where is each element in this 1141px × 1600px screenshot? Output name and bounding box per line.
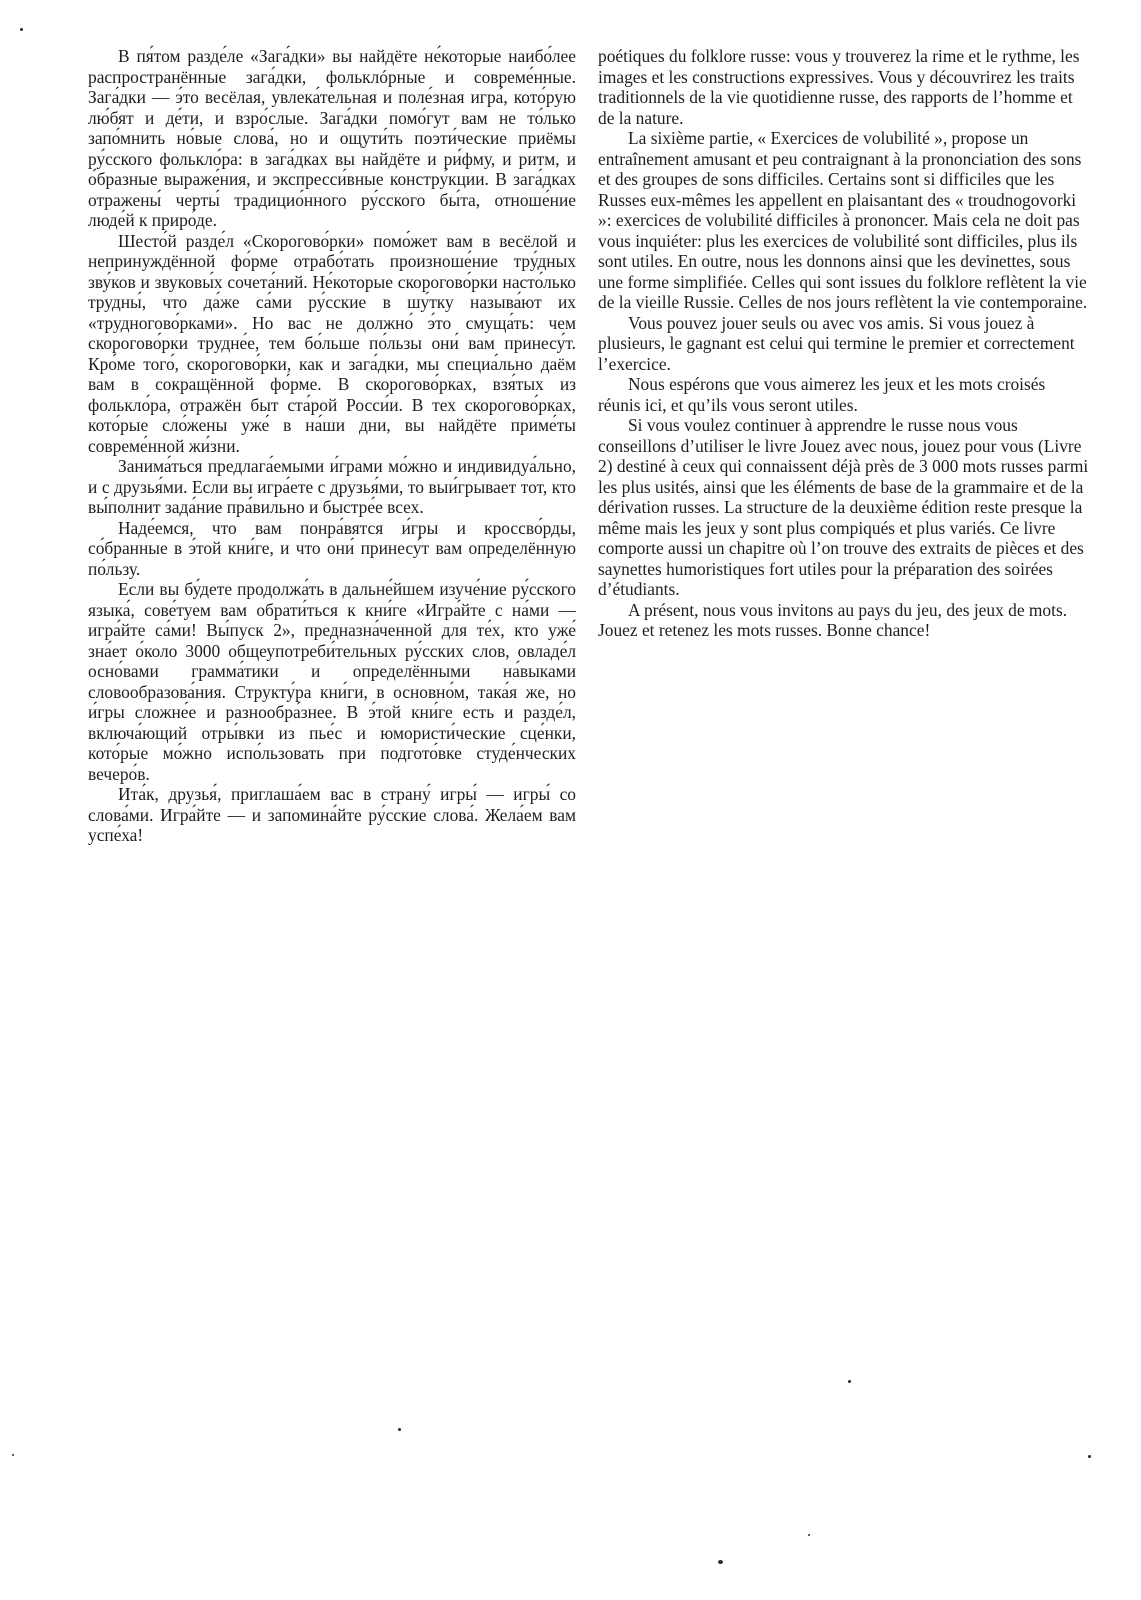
ru-paragraph-tongue-twisters: Шесто́й разде́л «Скорогово́рки» помо́жет вам в весёлой и непринуждённой фо́рме отрабо́тать произноше́ние тру́дных зву́ков и звуковы́х сочета́ний. Не́которые скорогово́рки насто́лько трудны́, что да́же са́ми ру́сские в шу́тку называ́ют их «трудногово́рками». Но вас не должно́ э́то смуща́ть: чем скорогово́рки трудне́е, тем бо́льше по́льзы они́ вам принесу́т. Кро́ме того́, скорогово́рки, как и зага́дки, мы специа́льно даём вам в сокращённой фо́рме. В скорогово́рках, взя́тых из фолькло́ра, отражён быт ста́рой Росси́и. В тех скорогово́рках, кото́рые сло́жены уже́ в на́ши дни, вы найдёте приме́ты совреме́нной жи́зни. <box>88 230 576 456</box>
scan-speck <box>12 1454 14 1456</box>
fr-paragraph-tongue-twisters: La sixième partie, « Exercices de volubilité », propose un entraînement amusant et peu contraignant à la prononciation des sons et des groupes de sons difficiles. Certains sont si difficiles que les Russes eux-mêmes les appellent en plaisantant des « troudnogovorki »: exercices de volubilité difficiles à prononcer. Mais cela ne doit pas vous inquiéter: plus les exercices de volubilité sont difficiles, plus ils sont utiles. En outre, nous les donnons ainsi que les devinettes, sous une forme simplifiée. Celles qui sont issues du folklore reflètent la vie de la vieille Russie. Celles de nos jours reflètent la vie contemporaine. <box>598 128 1088 312</box>
scan-speck <box>848 1380 851 1383</box>
ru-paragraph-next-book: Если вы бу́дете продолжа́ть в дальне́йшем изуче́ние ру́сского языка́, сове́туем вам обрати́ться к кни́ге «Игра́йте с на́ми — игра́йте са́ми! Вы́пуск 2», предназна́ченной для те́х, кто уже́ зна́ет о́коло 3000 общеупотреби́тельных ру́сских слов, овладе́л осно́вами грамма́тики и определёнными на́выками словообразова́ния. Структу́ра кни́ги, в основно́м, така́я же, но и́гры сложне́е и разнообра́знее. В э́той кни́ге есть и разде́л, включа́ющий отры́вки из пье́с и юмористи́ческие сце́нки, кото́рые мо́жно испо́льзовать при подгото́вке студе́нческих вечеро́в. <box>88 579 576 784</box>
scan-speck <box>1088 1455 1091 1458</box>
ru-paragraph-how-to-play: Занима́ться предлага́емыми и́грами мо́жно и индивидуа́льно, и с друзья́ми. Если вы игра́ете с друзья́ми, то выи́грывает тот, кто вы́полнит зада́ние пра́вильно и быстре́е всех. <box>88 456 576 517</box>
scan-speck <box>20 28 23 31</box>
fr-paragraph-hope: Nous espérons que vous aimerez les jeux et les mots croisés réunis ici, et qu’ils vous seront utiles. <box>598 374 1046 415</box>
scan-speck <box>398 1428 401 1431</box>
ru-paragraph-hope: Наде́емся, что вам понра́вятся и́гры и кроссво́рды, со́бранные в э́той кни́ге, и что они́ принесу́т вам определённую по́льзу. <box>88 517 576 579</box>
scan-speck <box>718 1560 723 1564</box>
fr-paragraph-how-to-play: Vous pouvez jouer seuls ou avec vos amis. Si vous jouez à plusieurs, le gagnant est celui qui termine le premier et correctement l’exercice. <box>598 312 1075 374</box>
russian-text-column <box>88 46 576 846</box>
fr-paragraph-continuation: poétiques du folklore russe: vous y trouverez la rime et le rythme, les images et les constructions expressives. Vous y découvrirez les traits traditionnels de la vie quotidienne russe, des rapports de l’homme et de la nature. <box>598 46 1080 128</box>
ru-paragraph-invitation: Ита́к, друзья́, приглаша́ем вас в страну́ игры́ — игры́ со слова́ми. Игра́йте — и запомина́йте ру́сские слова́. Жела́ем вам успе́ха! <box>88 784 576 845</box>
scan-speck <box>808 1534 810 1536</box>
fr-paragraph-invitation: A présent, nous vous invitons au pays du jeu, des jeux de mots. Jouez et retenez les mots russes. Bonne chance! <box>598 599 1068 640</box>
fr-paragraph-next-book: Si vous voulez continuer à apprendre le russe nous vous conseillons d’utiliser le livre Jouez avec nous, jouez pour vous (Livre 2) destiné à ceux qui connaissent déjà près de 3 000 mots russes parmi les plus usités, ainsi que les éléments de base de la grammaire et de la dérivation russes. La structure de la deuxième édition reste presque la même mais les jeux y sont plus compiqués et plus variés. Ce livre comporte aussi un chapitre où l’on trouve des extraits de pièces et des saynettes humoristiques fort utiles pour la préparation des soirées d’étudiants. <box>598 415 1089 599</box>
ru-paragraph-riddles: В пя́том разде́ле «Зага́дки» вы найдёте не́которые наибо́лее распространённые зага́дки, фольклóрные и совреме́нные. Зага́дки — э́то весёлая, увлека́тельная и поле́зная игра́, кото́рую лю́бят и де́ти, и взро́слые. Зага́дки помо́гут вам не то́лько запо́мнить но́вые слова́, но и ощути́ть поэти́ческие приёмы ру́сского фолькло́ра: в зага́дках вы найдёте и ри́фму, и ритм, и о́бразные выраже́ния, и экспресси́вные констру́кции. В зага́дках отражены́ черты́ традицио́нного ру́сского бы́та, отноше́ние люде́й к приро́де. <box>88 46 576 230</box>
french-text-column <box>598 46 1090 641</box>
